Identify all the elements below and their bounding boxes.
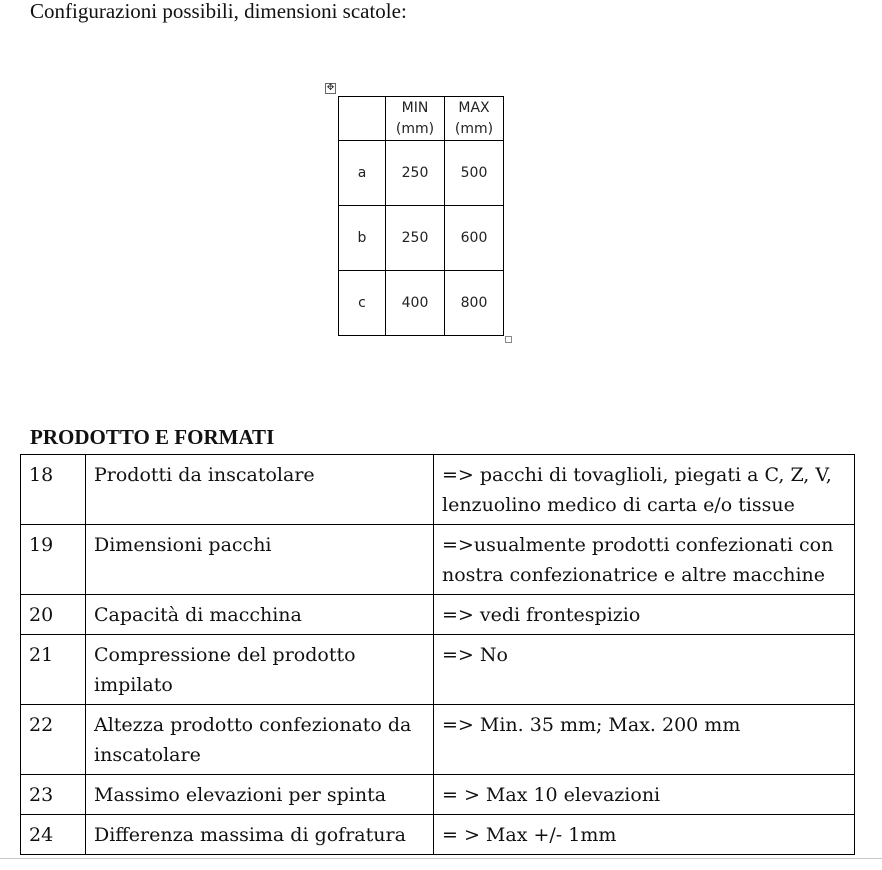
dims-min-cell: 250 xyxy=(386,141,445,206)
spec-label-cell: Massimo elevazioni per spinta xyxy=(86,775,434,815)
section-title: PRODOTTO E FORMATI xyxy=(30,425,275,449)
box-dimensions-table xyxy=(338,96,504,336)
spec-number-cell: 18 xyxy=(21,455,86,525)
spec-label-cell: Compressione del prodotto impilato xyxy=(86,635,434,705)
spec-value-cell: = > Max +/- 1mm xyxy=(434,815,855,855)
dims-header-cell: MIN (mm) xyxy=(386,97,445,141)
product-format-table xyxy=(20,454,855,855)
spec-row xyxy=(21,815,855,855)
dims-row xyxy=(339,206,504,271)
dims-row xyxy=(339,271,504,336)
spec-label-cell: Capacità di macchina xyxy=(86,595,434,635)
dims-dim-cell: b xyxy=(339,206,386,271)
table-resize-handle-icon[interactable] xyxy=(505,336,512,343)
dims-row xyxy=(339,141,504,206)
dims-header-row xyxy=(339,97,504,141)
spec-label-cell: Differenza massima di gofratura xyxy=(86,815,434,855)
spec-number-cell: 20 xyxy=(21,595,86,635)
spec-row xyxy=(21,705,855,775)
dims-max-cell: 500 xyxy=(445,141,504,206)
dims-header-cell: MAX (mm) xyxy=(445,97,504,141)
spec-label-cell: Prodotti da inscatolare xyxy=(86,455,434,525)
spec-number-cell: 23 xyxy=(21,775,86,815)
spec-label-cell: Dimensioni pacchi xyxy=(86,525,434,595)
dims-dim-cell: a xyxy=(339,141,386,206)
dims-min-cell: 400 xyxy=(386,271,445,336)
spec-value-cell: => No xyxy=(434,635,855,705)
dims-max-cell: 800 xyxy=(445,271,504,336)
spec-row xyxy=(21,525,855,595)
page-bottom-divider xyxy=(0,858,882,859)
spec-number-cell: 24 xyxy=(21,815,86,855)
spec-value-cell: =>usualmente prodotti confezionati con nostra confezionatrice e altre macchine xyxy=(434,525,855,595)
spec-value-cell: => Min. 35 mm; Max. 200 mm xyxy=(434,705,855,775)
spec-value-cell: => pacchi di tovaglioli, piegati a C, Z, V, lenzuolino medico di carta e/o tissue xyxy=(434,455,855,525)
spec-label-cell: Altezza prodotto confezionato da inscatolare xyxy=(86,705,434,775)
spec-row xyxy=(21,595,855,635)
dims-min-cell: 250 xyxy=(386,206,445,271)
spec-number-cell: 21 xyxy=(21,635,86,705)
dims-max-cell: 600 xyxy=(445,206,504,271)
spec-value-cell: => vedi frontespizio xyxy=(434,595,855,635)
dims-header-cell xyxy=(339,97,386,141)
intro-text: Configurazioni possibili, dimensioni scatole: xyxy=(30,0,407,23)
spec-row xyxy=(21,455,855,525)
spec-number-cell: 22 xyxy=(21,705,86,775)
spec-row xyxy=(21,775,855,815)
spec-number-cell: 19 xyxy=(21,525,86,595)
spec-row xyxy=(21,635,855,705)
spec-value-cell: = > Max 10 elevazioni xyxy=(434,775,855,815)
dims-dim-cell: c xyxy=(339,271,386,336)
table-move-handle-icon[interactable]: ✥ xyxy=(326,83,335,93)
